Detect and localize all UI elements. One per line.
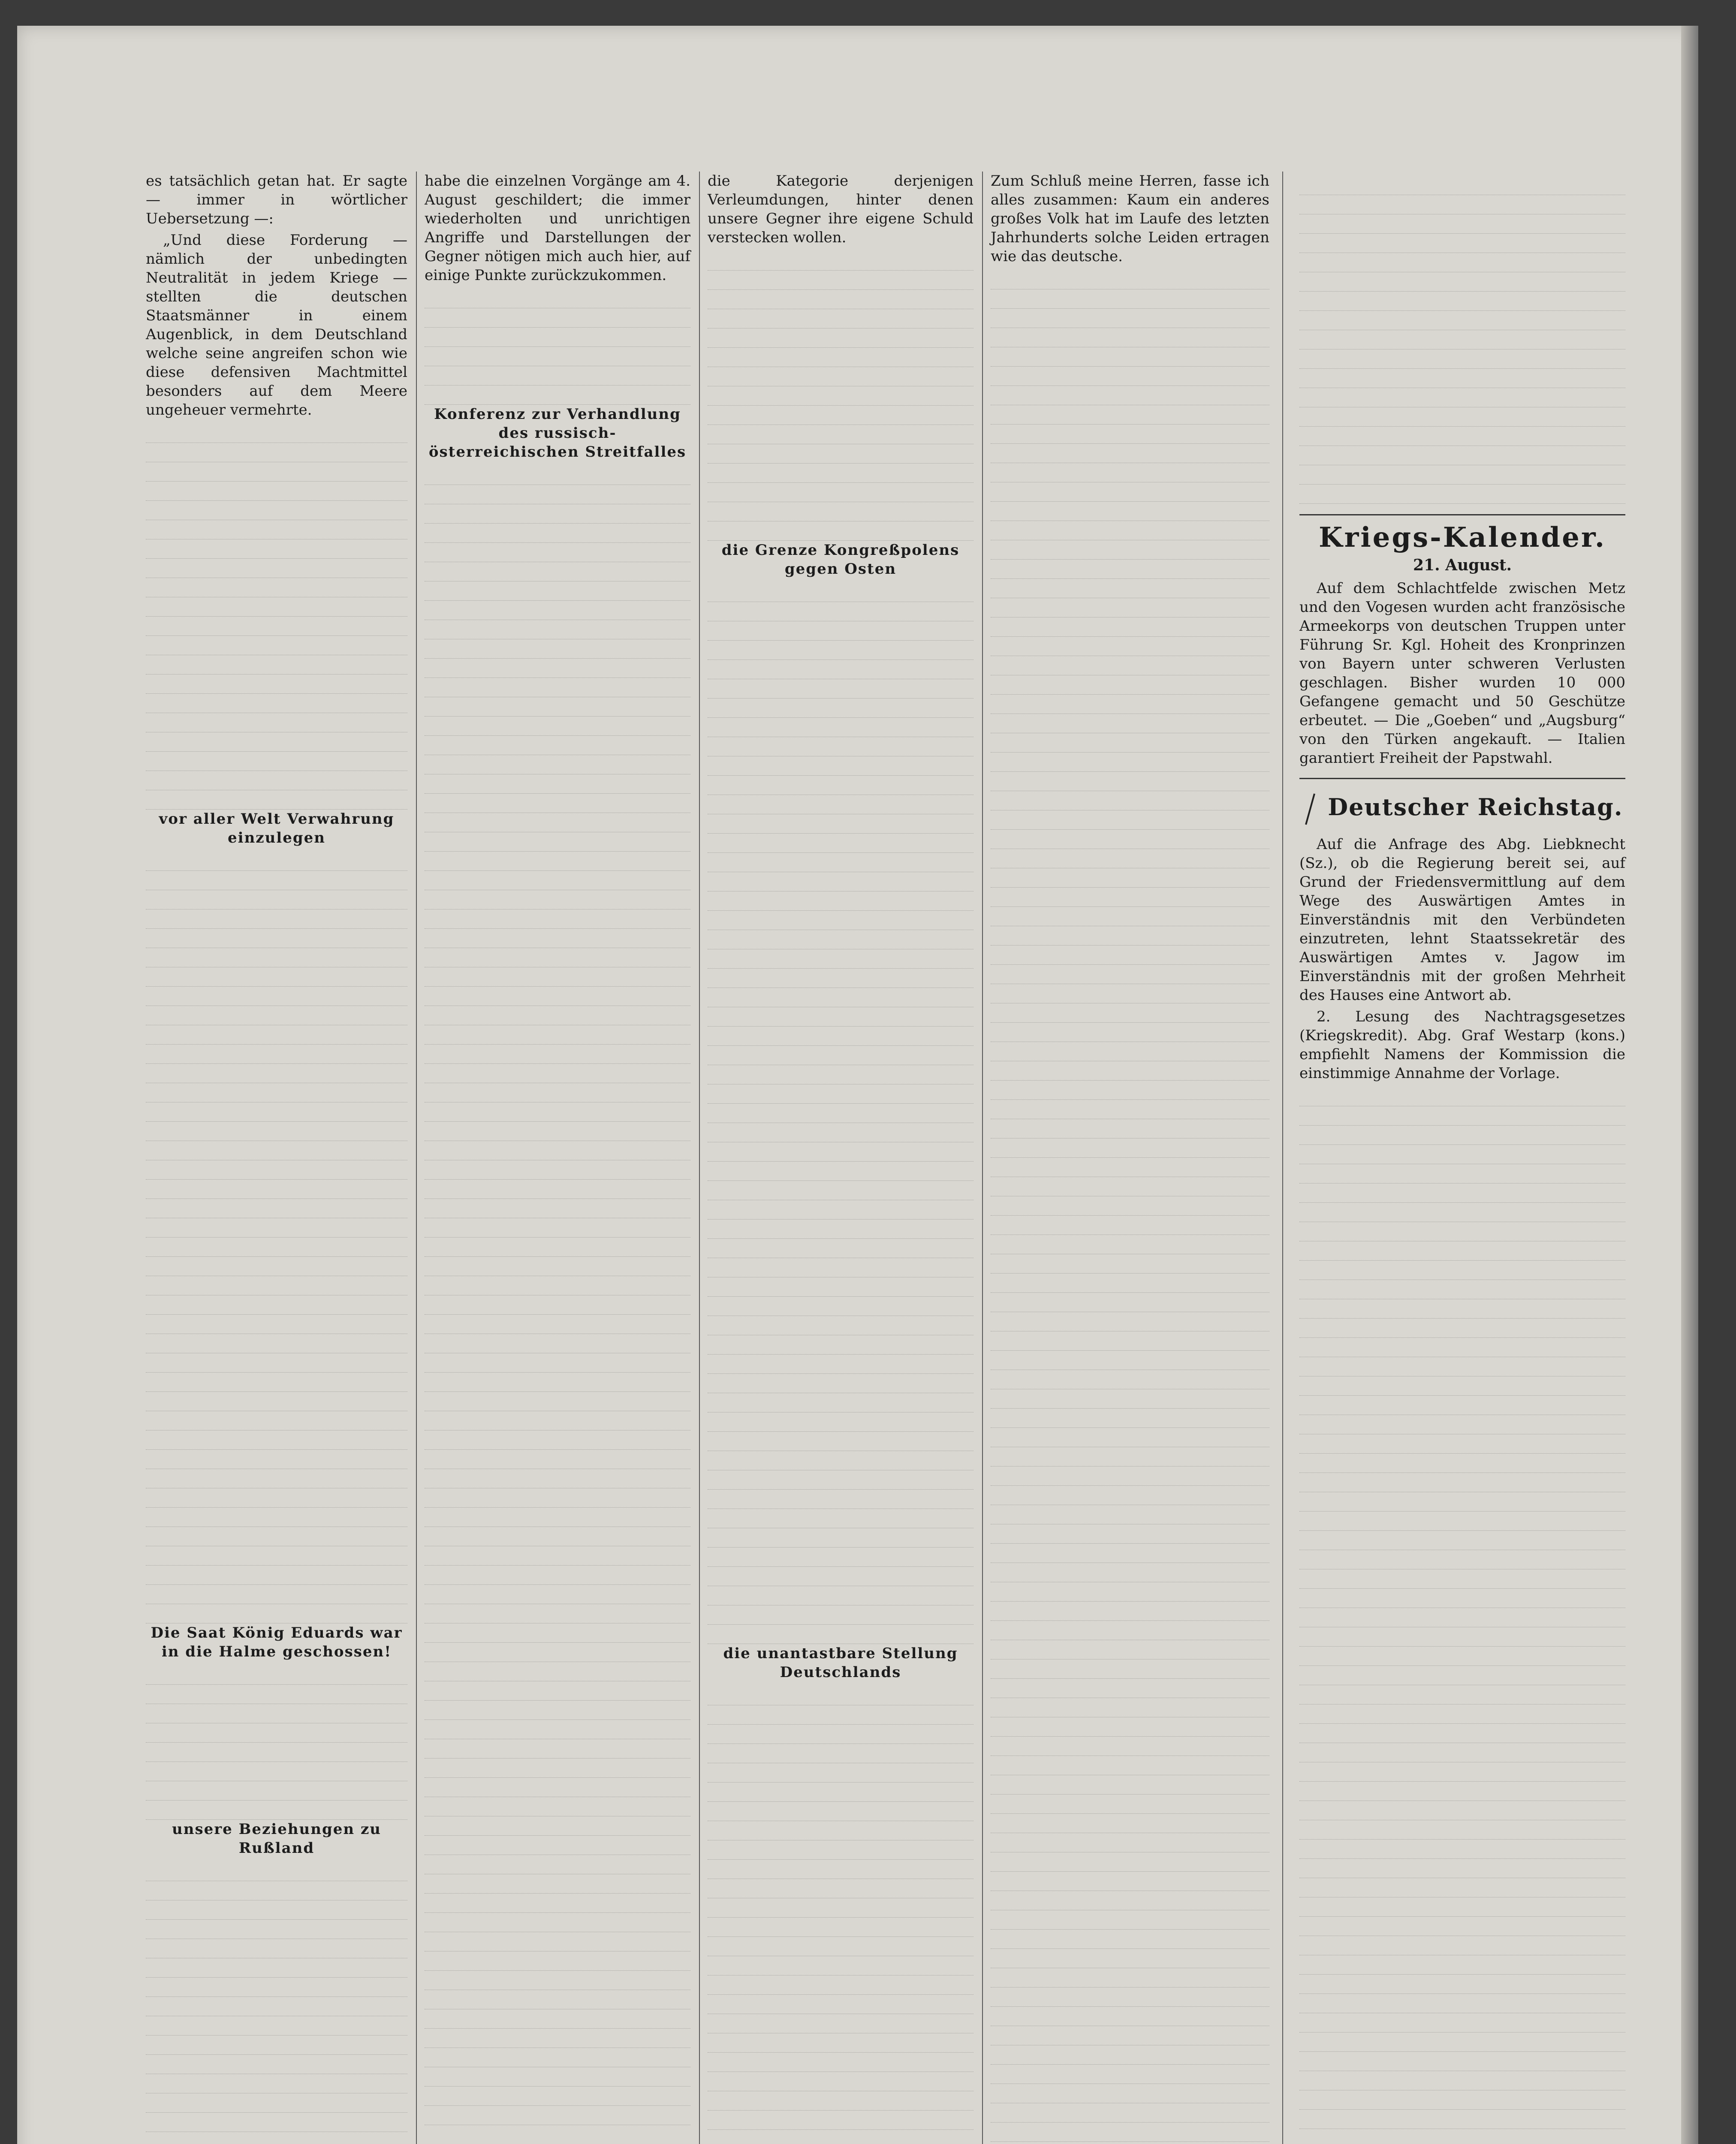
kriegs-kalender-title: Kriegs-Kalender. bbox=[1319, 521, 1606, 554]
column-3 bbox=[708, 172, 973, 2144]
subheading: Konferenz zur Verhandlung des russisch-österreichischen Streitfalles bbox=[428, 406, 687, 461]
column-4 bbox=[991, 172, 1269, 2144]
paragraph: die Kategorie derjenigen Verleumdungen, hinter denen unsere Gegner ihre eigene Schuld verstecken wollen. bbox=[708, 172, 973, 246]
page-spine bbox=[1681, 26, 1698, 2144]
text-block bbox=[146, 852, 407, 1623]
column-2 bbox=[425, 172, 690, 2144]
kriegs-kalender-text: Auf dem Schlachtfelde zwischen Metz und den Vogesen wurden acht französische Armeekorps von deutschen Truppen unter Führung Sr. Kgl. Hoheit des Kronprinzen von Bayern unter schweren Verlusten geschlagen. Bisher wurden 10 000 Gefangene gemacht und 50 Geschütze erbeutet. — Die „Goeben“ und „Augsburg“ von den Türken angekauft. — Italien garantiert Freiheit der Papstwahl. bbox=[1299, 580, 1625, 767]
reichstag-item: 2. Lesung des Nachtragsgesetzes (Kriegskredit). Abg. Graf Westarp (kons.) empfiehlt Namens der Kommission die einstimmige Annahme der Vorlage. bbox=[1299, 1008, 1625, 1082]
text-block bbox=[425, 466, 690, 2144]
column-5 bbox=[1299, 172, 1625, 2144]
subheading: Die Saat König Eduards war in die Halme geschossen! bbox=[151, 1624, 403, 1660]
text-block bbox=[1299, 176, 1625, 504]
paragraph: habe die einzelnen Vorgänge am 4. August geschildert; die immer wiederholten und unrichtigen Angriffe und Darstellungen der Gegner nötigen mich auch hier, auf einige Punkte zurückzukommen. bbox=[425, 172, 690, 284]
subheading: vor aller Welt Verwahrung einzulegen bbox=[159, 810, 395, 846]
column-rule bbox=[982, 172, 983, 2144]
column-1 bbox=[146, 172, 407, 2144]
text-block bbox=[146, 424, 407, 810]
section-divider bbox=[1299, 514, 1625, 515]
subheading: die unantastbare Stellung Deutschlands bbox=[723, 1645, 958, 1681]
column-rule bbox=[1282, 172, 1283, 2144]
column-rule bbox=[416, 172, 417, 2144]
column-rule bbox=[699, 172, 700, 2144]
text-block bbox=[146, 1665, 407, 1820]
text-block bbox=[425, 289, 690, 405]
newspaper-page bbox=[17, 26, 1698, 2144]
subheading: unsere Beziehungen zu Rußland bbox=[172, 1821, 381, 1857]
kriegs-kalender-date: 21. August. bbox=[1413, 556, 1512, 574]
subheading: die Grenze Kongreßpolens gegen Osten bbox=[721, 542, 960, 578]
paragraph: „Und diese Forderung — nämlich der unbedingten Neutralität in jedem Kriege — stellten die deutschen Staatsmänner in einem Augenblick, in dem Deutschland welche seine angreifen schon wie diese defensiven Machtmittel besonders auf dem Meere ungeheuer vermehrte. bbox=[146, 232, 407, 419]
reichstag-title: Deutscher Reichstag. bbox=[1299, 792, 1625, 826]
text-block bbox=[146, 1862, 407, 2144]
text-block bbox=[1299, 1087, 1625, 2144]
section-divider bbox=[1299, 778, 1625, 779]
text-block bbox=[708, 251, 973, 541]
paragraph: Zum Schluß meine Herren, fasse ich alles zusammen: Kaum ein anderes großes Volk hat im Laufe des letzten Jahrhunderts solche Leiden ertragen wie das deutsche. bbox=[991, 172, 1269, 265]
paragraph: es tatsächlich getan hat. Er sagte — immer in wörtlicher Uebersetzung —: bbox=[146, 172, 407, 227]
handwritten-mark-icon bbox=[1302, 792, 1319, 826]
text-block bbox=[991, 270, 1269, 2144]
reichstag-text: Auf die Anfrage des Abg. Liebknecht (Sz.), ob die Regierung bereit sei, auf Grund der Friedensvermittlung auf dem Wege des Auswärtigen Amtes in Einverständnis mit den Verbündeten einzutreten, lehnt Staatssekretär des Auswärtigen Amtes v. Jagow im Einverständnis mit der großen Mehrheit des Hauses eine Antwort ab. bbox=[1299, 836, 1625, 1004]
text-block bbox=[708, 1686, 973, 2144]
text-block bbox=[708, 583, 973, 1644]
